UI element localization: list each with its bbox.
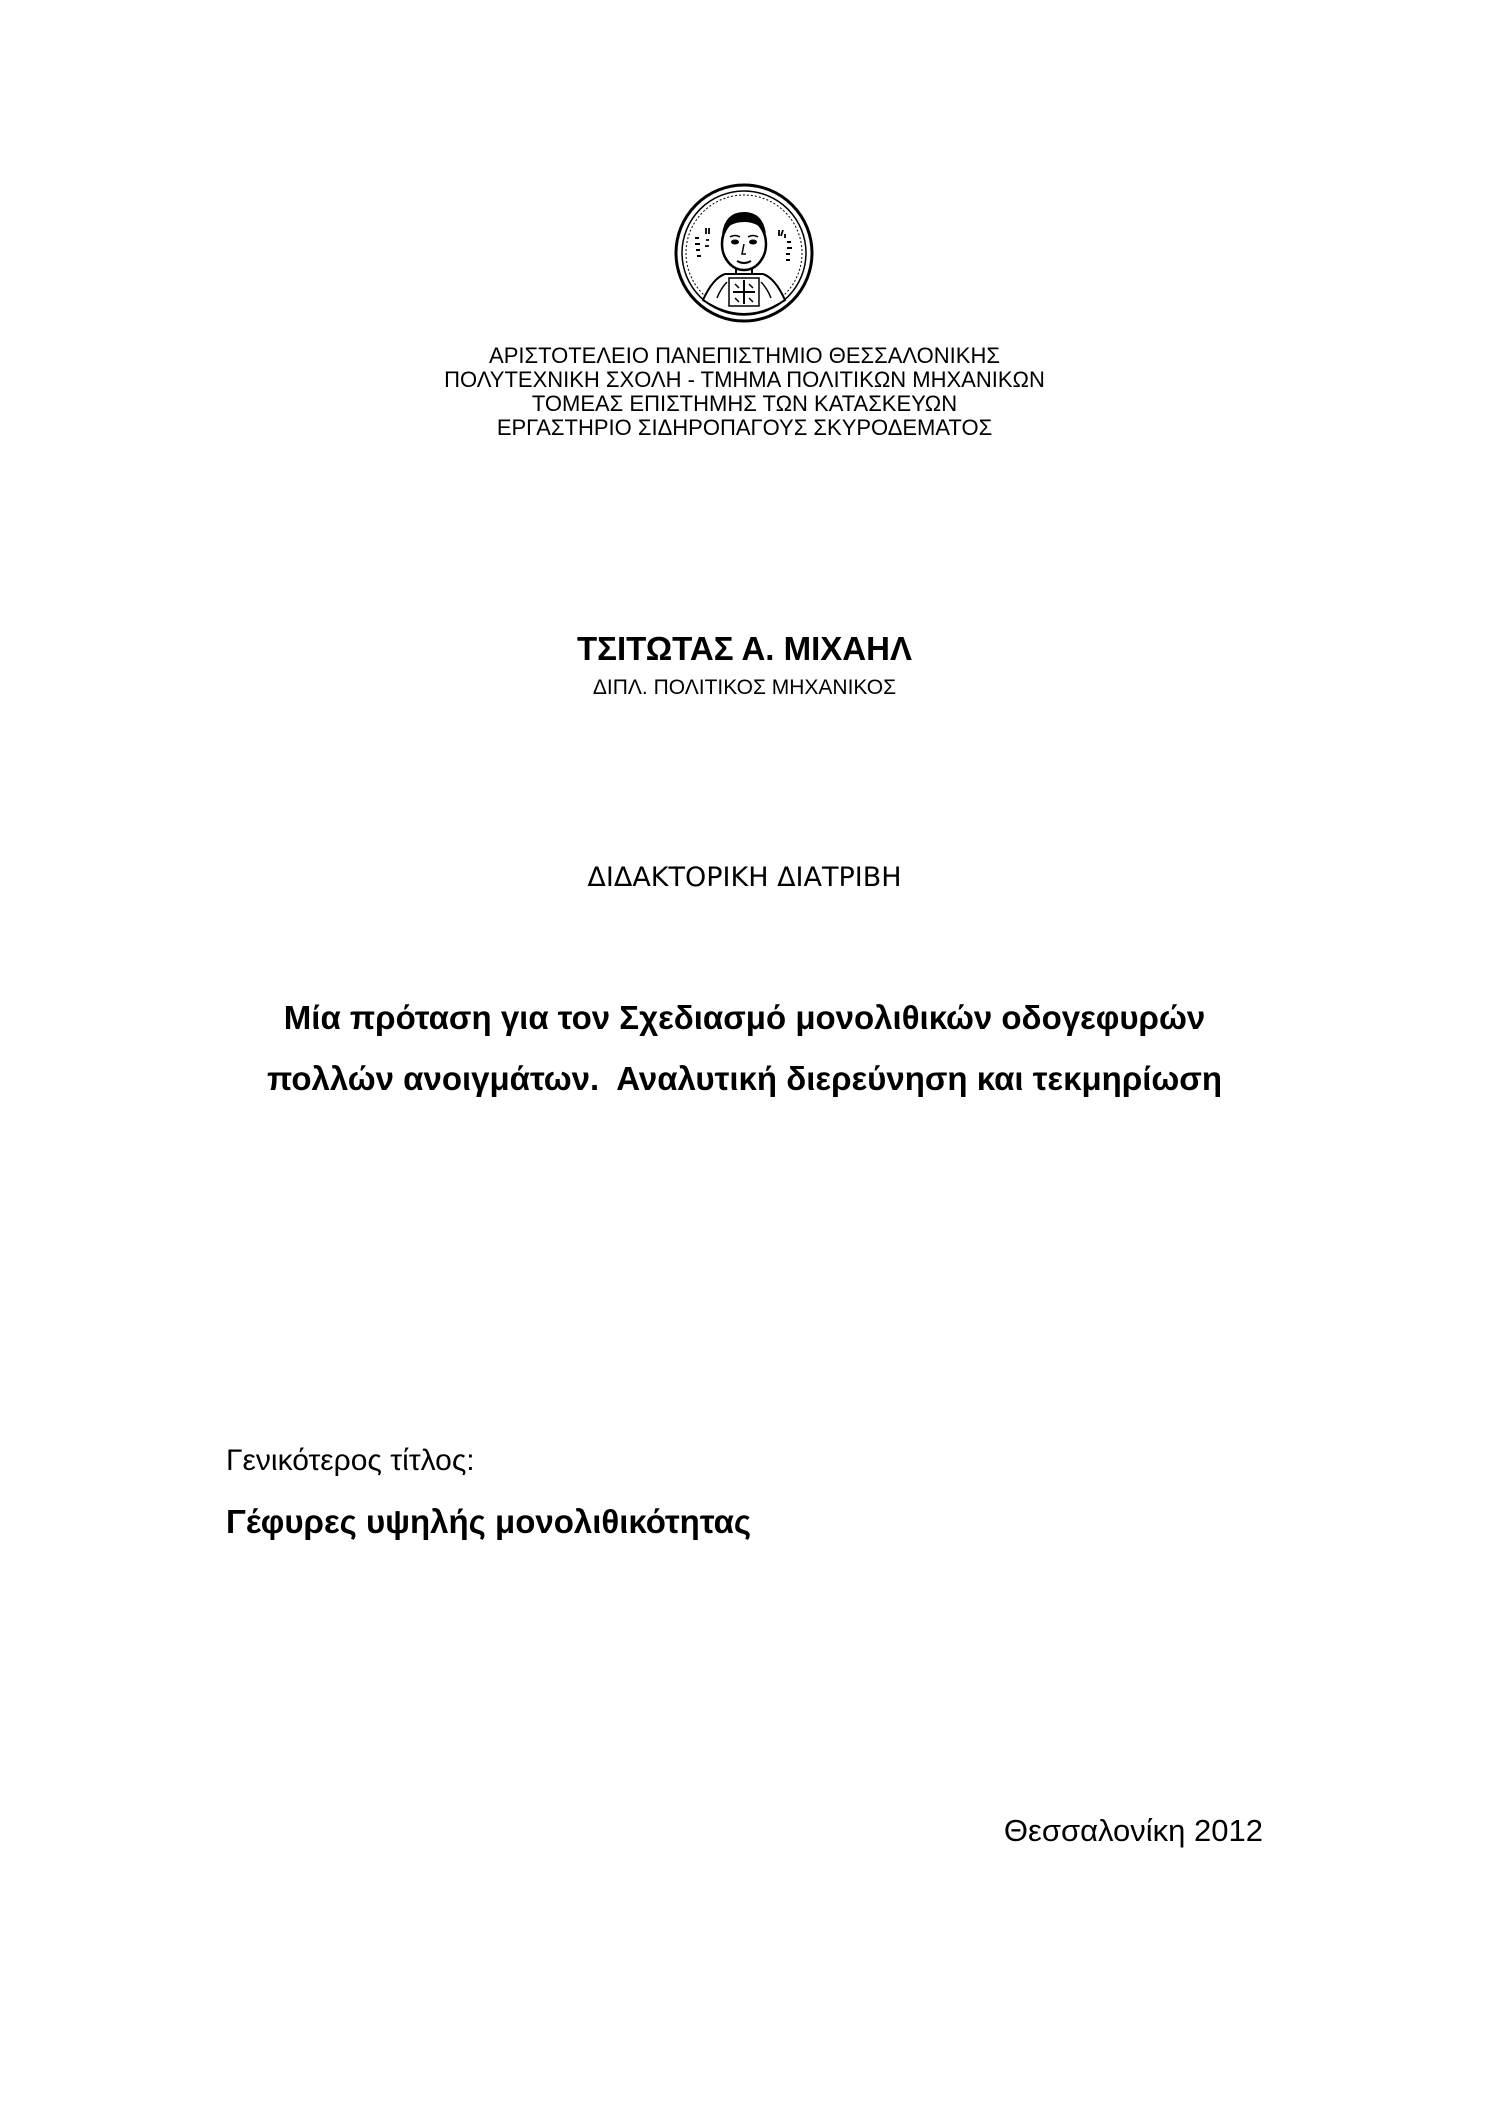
institution-line-laboratory: ΕΡΓΑΣΤΗΡΙΟ ΣΙΔΗΡΟΠΑΓΟΥΣ ΣΚΥΡΟΔΕΜΑΤΟΣ: [496, 415, 993, 440]
university-seal-icon: [673, 182, 815, 324]
institution-line-university: ΑΡΙΣΤΟΤΕΛΕΙΟ ΠΑΝΕΠΙΣΤΗΜΙΟ ΘΕΣΣΑΛΟΝΙΚΗΣ: [489, 343, 1000, 368]
author-block: [0, 630, 1489, 702]
general-title-label: Γενικότερος τίτλος:: [226, 1444, 475, 1477]
place-date: Θεσσαλονίκη 2012: [1003, 1813, 1263, 1848]
general-title: Γέφυρες υψηλής μονολιθικότητας: [226, 1503, 752, 1540]
thesis-title: [0, 987, 1489, 1109]
author-name: ΤΣΙΤΩΤΑΣ Α. ΜΙΧΑΗΛ: [577, 630, 912, 667]
author-degree: ΔΙΠΛ. ΠΟΛΙΤΙΚΟΣ ΜΗΧΑΝΙΚΟΣ: [592, 676, 897, 699]
thesis-title-line-2: πολλών ανοιγμάτων. Αναλυτική διερεύνηση και τεκμηρίωση: [266, 1060, 1223, 1097]
document-type: ΔΙΔΑΚΤΟΡΙΚΗ ΔΙΑΤΡΙΒΗ: [587, 862, 902, 893]
institution-line-sector: ΤΟΜΕΑΣ ΕΠΙΣΤΗΜΗΣ ΤΩΝ ΚΑΤΑΣΚΕΥΩΝ: [531, 391, 958, 416]
institution-line-school: ΠΟΛΥΤΕΧΝΙΚΗ ΣΧΟΛΗ - ΤΜΗΜΑ ΠΟΛΙΤΙΚΩΝ ΜΗΧΑΝΙΚΩΝ: [444, 367, 1045, 392]
thesis-title-line-1: Μία πρόταση για τον Σχεδιασμό μονολιθικών οδογεφυρών: [283, 999, 1206, 1036]
institution-block: [0, 344, 1489, 440]
general-title-block: [226, 1443, 1326, 1542]
